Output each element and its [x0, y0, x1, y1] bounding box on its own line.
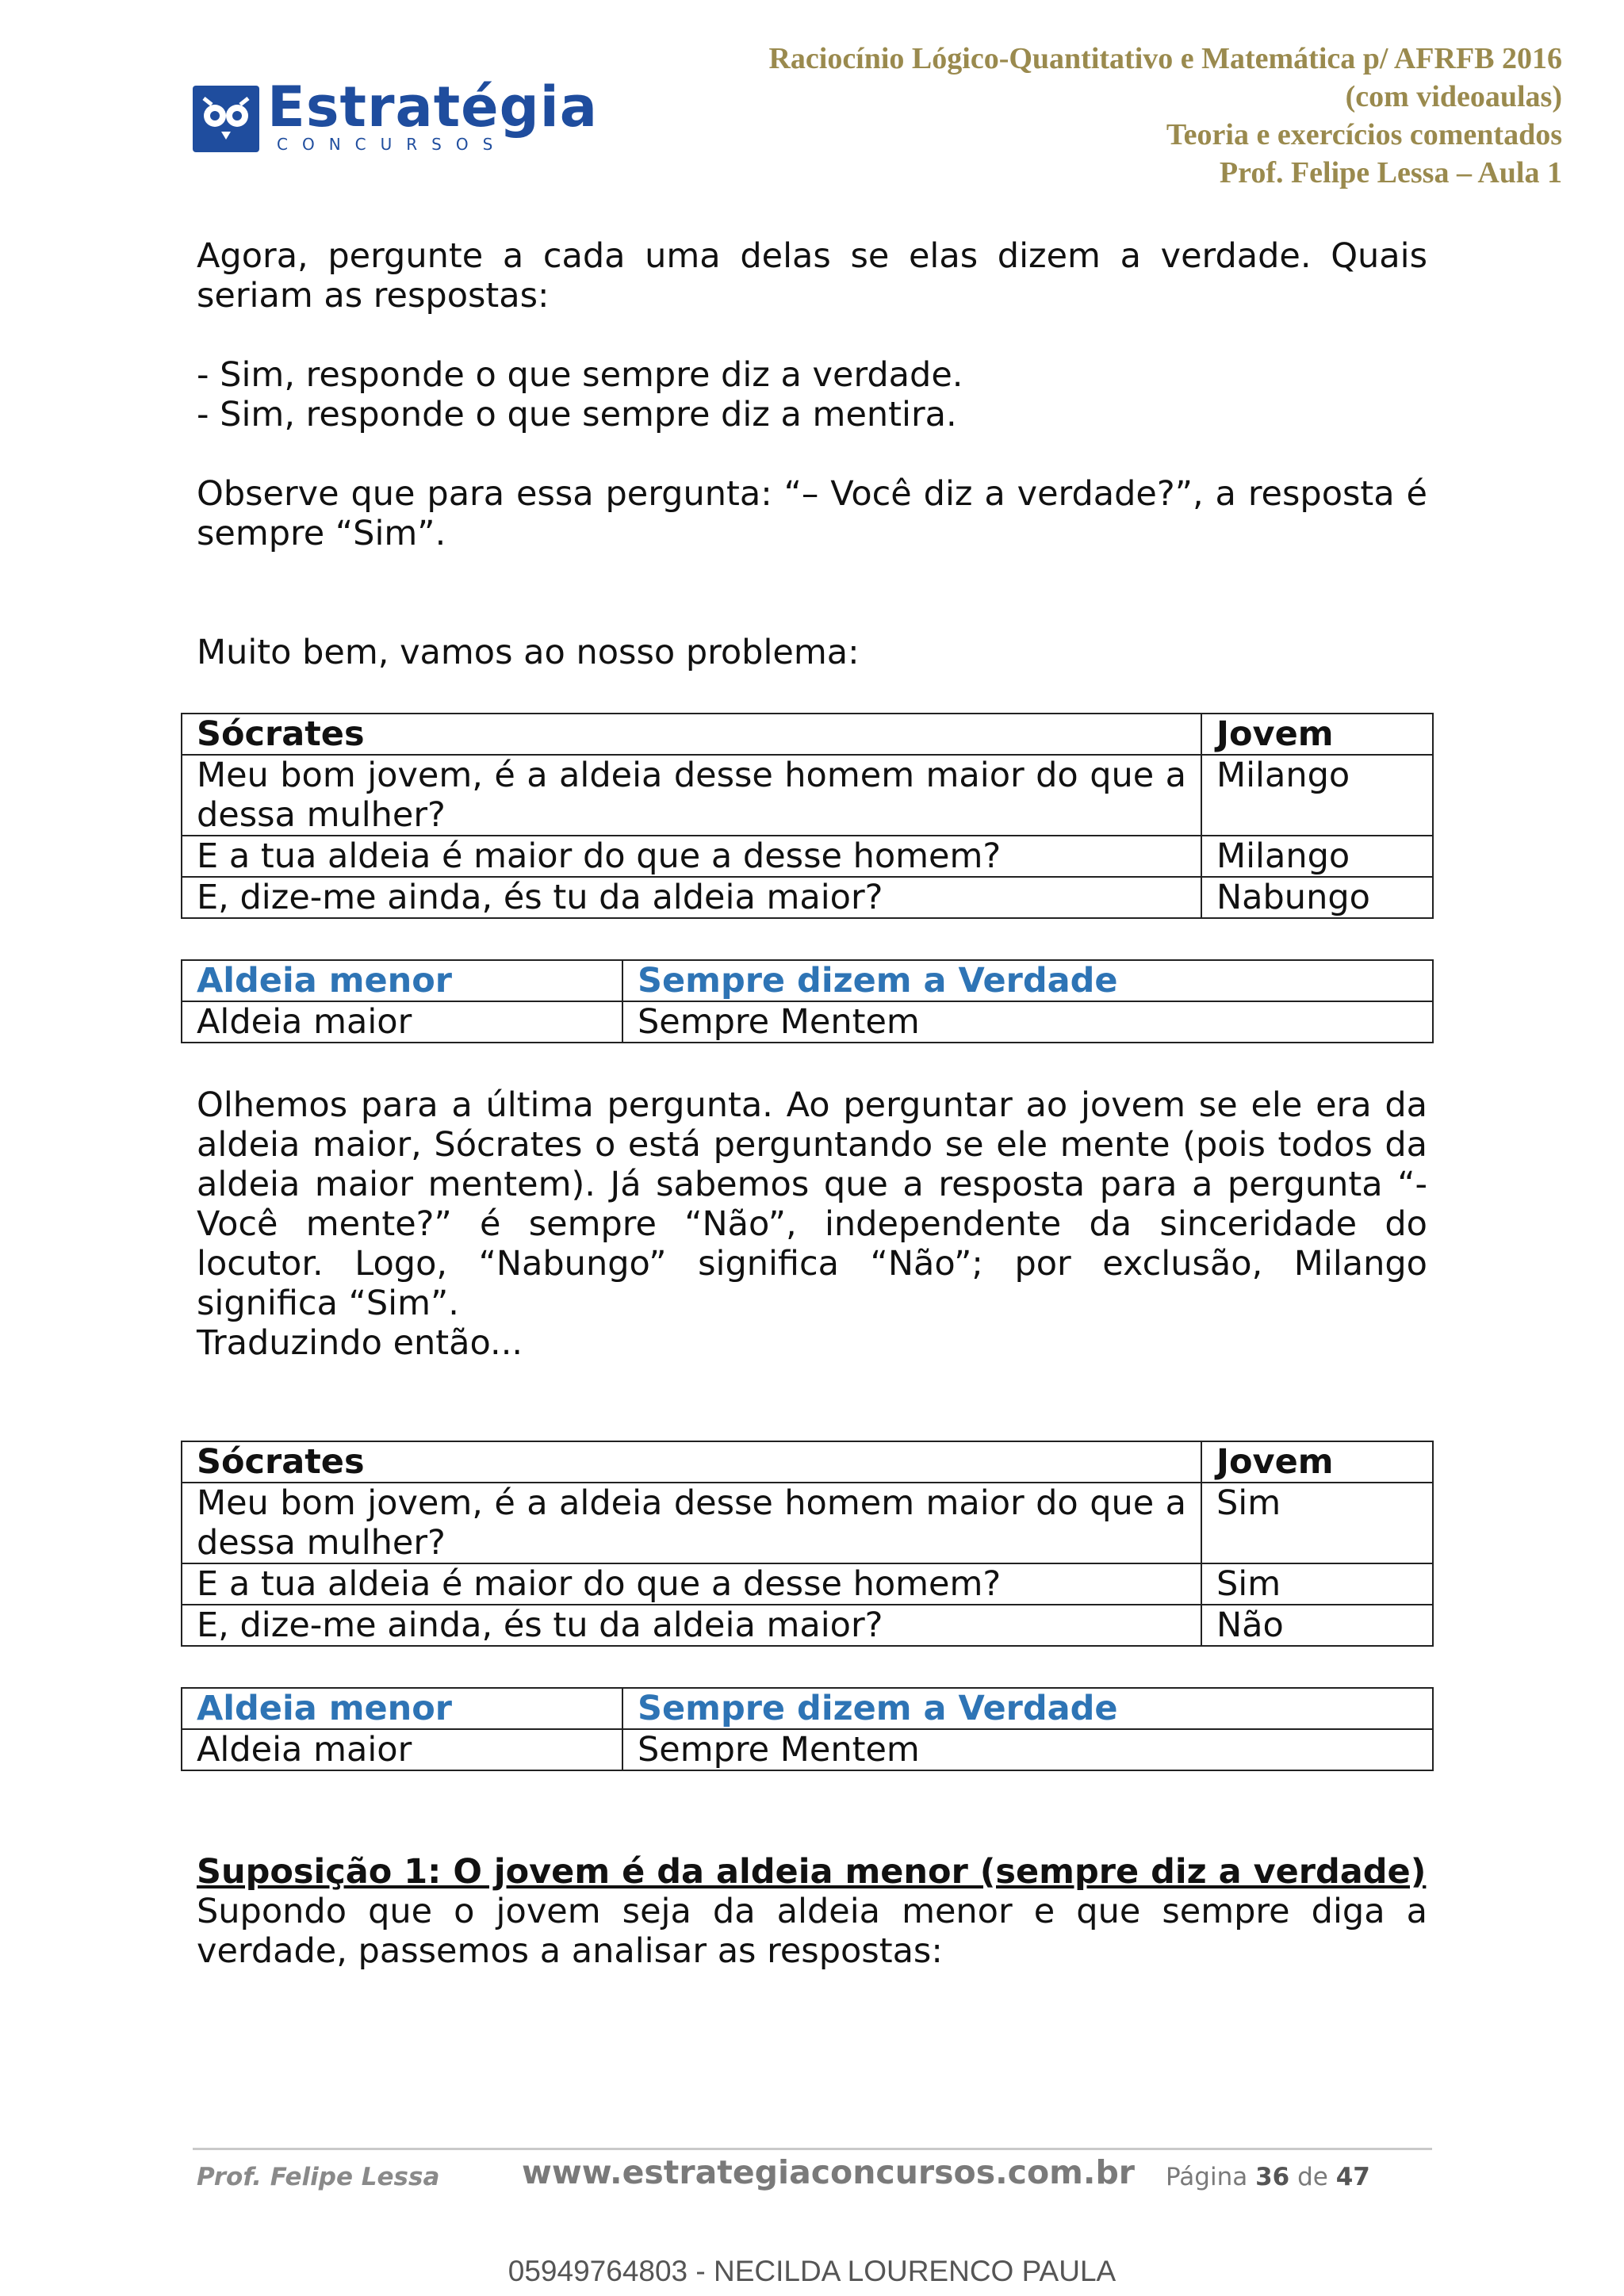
village-table-2: [181, 1687, 1434, 1771]
course-description: Teoria e exercícios comentados: [1166, 118, 1562, 151]
paragraph-4: Olhemos para a última pergunta. Ao perguntar ao jovem se ele era da aldeia maior, Sócrates o está perguntando se ele mente (pois todos da aldeia maior mentem). Já sabemos que a resposta para a pergunta “- Você mente?” é sempre “Não”, independente da sinceridade do locutor. Logo, “Nabungo” significa “Não”; por exclusão, Milango significa “Sim”.: [197, 1085, 1427, 1323]
table-row: Meu bom jovem, é a aldeia desse homem maior do que a dessa mulher? Milango: [182, 755, 1433, 836]
table-row: E, dize-me ainda, és tu da aldeia maior? Não: [182, 1605, 1433, 1646]
village-table-1: [181, 959, 1434, 1043]
paragraph-3: Muito bem, vamos ao nosso problema:: [197, 633, 860, 672]
footer-author: Prof. Felipe Lessa: [197, 2163, 440, 2191]
brand-logo: [193, 75, 598, 159]
table-row: E, dize-me ainda, és tu da aldeia maior? Nabungo: [182, 877, 1433, 918]
list-item: - Sim, responde o que sempre diz a verdade.: [197, 355, 963, 395]
footer-page-number: Página 36 de 47: [1166, 2163, 1370, 2191]
table-header: Sócrates: [182, 1441, 1201, 1483]
paragraph-5: Traduzindo então...: [197, 1323, 523, 1363]
course-lesson: Prof. Felipe Lessa – Aula 1: [1219, 156, 1562, 189]
table-header: Sócrates: [182, 714, 1201, 755]
logo-wordmark: Estratégia: [267, 75, 598, 140]
list-item: - Sim, responde o que sempre diz a mentira.: [197, 395, 957, 434]
footer-website-link[interactable]: www.estrategiaconcursos.com.br: [522, 2153, 1136, 2191]
dialogue-table-original: [181, 713, 1434, 919]
paragraph-1: Agora, pergunte a cada uma delas se elas dizem a verdade. Quais seriam as respostas:: [197, 236, 1427, 316]
table-row: E a tua aldeia é maior do que a desse homem? Sim: [182, 1563, 1433, 1605]
table-row: Aldeia maior Sempre Mentem: [182, 1729, 1433, 1770]
footer-divider: [193, 2148, 1432, 2150]
table-row: Meu bom jovem, é a aldeia desse homem maior do que a dessa mulher? Sim: [182, 1483, 1433, 1563]
table-row: Aldeia maior Sempre Mentem: [182, 1001, 1433, 1043]
course-subtitle: (com videoaulas): [1345, 80, 1562, 113]
table-header: Jovem: [1201, 714, 1433, 755]
table-row: Aldeia menor Sempre dizem a Verdade: [182, 1688, 1433, 1729]
paragraph-6: Supondo que o jovem seja da aldeia menor e que sempre diga a verdade, passemos a analisar as respostas:: [197, 1892, 1427, 1971]
license-watermark: 05949764803 - NECILDA LOURENCO PAULA: [508, 2255, 1116, 2287]
answer-list: [197, 355, 1427, 434]
table-row: Aldeia menor Sempre dizem a Verdade: [182, 960, 1433, 1001]
logo-subtitle: CONCURSOS: [277, 135, 508, 154]
section-heading: Suposição 1: O jovem é da aldeia menor (sempre diz a verdade): [197, 1852, 1427, 1892]
table-header: Jovem: [1201, 1441, 1433, 1483]
owl-logo-icon: [193, 86, 259, 152]
course-title: Raciocínio Lógico-Quantitativo e Matemática p/ AFRFB 2016: [768, 42, 1562, 75]
paragraph-2: Observe que para essa pergunta: “– Você diz a verdade?”, a resposta é sempre “Sim”.: [197, 474, 1427, 553]
dialogue-table-translated: [181, 1441, 1434, 1647]
table-row: E a tua aldeia é maior do que a desse homem? Milango: [182, 836, 1433, 877]
course-header: [690, 40, 1562, 192]
